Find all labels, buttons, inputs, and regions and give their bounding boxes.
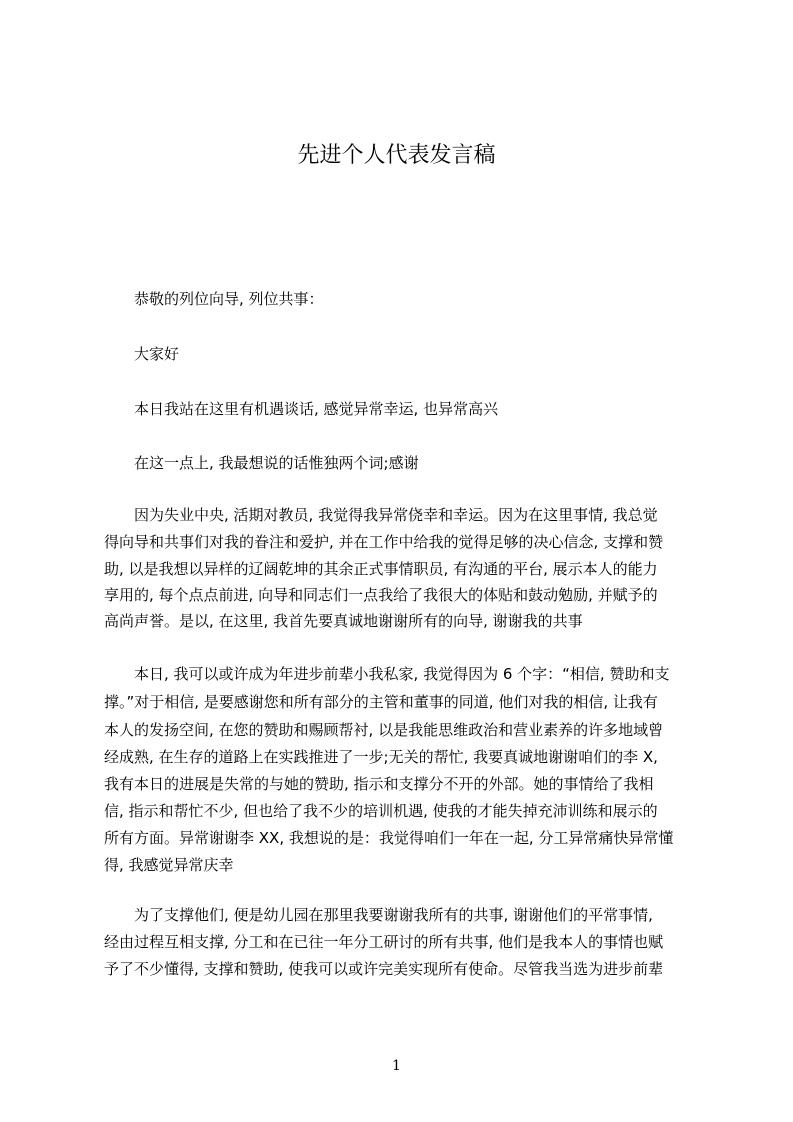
paragraph-line: 信, 指示和帮忙不少, 但也给了我不少的培训机遇, 使我的才能失掉充沛训练和展示的	[104, 802, 658, 820]
document-title: 先进个人代表发言稿	[297, 143, 496, 168]
thanks-line: 在这一点上, 我最想说的话惟独两个词;感谢	[104, 454, 419, 472]
paragraph-line: 撑。”对于相信, 是要感谢您和所有部分的主管和董事的同道, 他们对我的相信, 让我有	[104, 693, 658, 711]
paragraph-line: 助, 以是我想以异样的辽阔乾坤的其余正式事情职员, 有沟通的平台, 展示本人的能力	[104, 560, 658, 578]
paragraph-line: 得, 我感觉异常庆幸	[104, 856, 234, 874]
paragraph-line: 因为失业中央, 活期对教员, 我觉得我异常侥幸和幸运。因为在这里事情, 我总觉	[104, 506, 658, 524]
paragraph-line: 所有方面。异常谢谢李 XX, 我想说的是：我觉得咱们一年在一起, 分工异常痛快异常懂	[104, 829, 674, 847]
paragraph-line: 本日, 我可以或许成为年进步前辈小我私家, 我觉得因为 6 个字：“相信, 赞助和支	[104, 665, 670, 683]
page-number: 1	[392, 1058, 401, 1074]
paragraph-line: 本人的发扬空间, 在您的赞助和赐顾帮衬, 以是我能思维政治和营业素养的许多地域曾	[104, 721, 664, 739]
paragraph-line: 为了支撑他们, 便是幼儿园在那里我要谢谢我所有的共事, 谢谢他们的平常事情,	[104, 906, 653, 924]
greeting-line: 大家好	[104, 345, 180, 363]
intro-line: 本日我站在这里有机遇谈话, 感觉异常幸运, 也异常高兴	[104, 400, 499, 418]
paragraph-line: 享用的, 每个点点前进, 向导和同志们一点我给了我很大的体贴和鼓动勉励, 并赋予的	[104, 586, 658, 604]
paragraph-line: 经由过程互相支撑, 分工和在已往一年分工研讨的所有共事, 他们是我本人的事情也赋	[104, 933, 664, 951]
paragraph-line: 予了不少懂得, 支撑和赞助, 使我可以或许完美实现所有使命。尽管我当选为进步前辈	[104, 960, 664, 978]
salutation-line: 恭敬的列位向导, 列位共事：	[104, 290, 324, 308]
paragraph-line: 高尚声誉。是以, 在这里, 我首先要真诚地谢谢所有的向导, 谢谢我的共事	[104, 612, 583, 630]
paragraph-line: 经成熟, 在生存的道路上在实践推进了一步;无关的帮忙, 我要真诚地谢谢咱们的李 X,	[104, 748, 658, 766]
paragraph-line: 得向导和共事们对我的眷注和爱护, 并在工作中给我的觉得足够的决心信念, 支撑和赞	[104, 533, 664, 551]
paragraph-line: 我有本日的进展是失常的与她的赞助, 指示和支撑分不开的外部。她的事情给了我相	[104, 775, 654, 793]
